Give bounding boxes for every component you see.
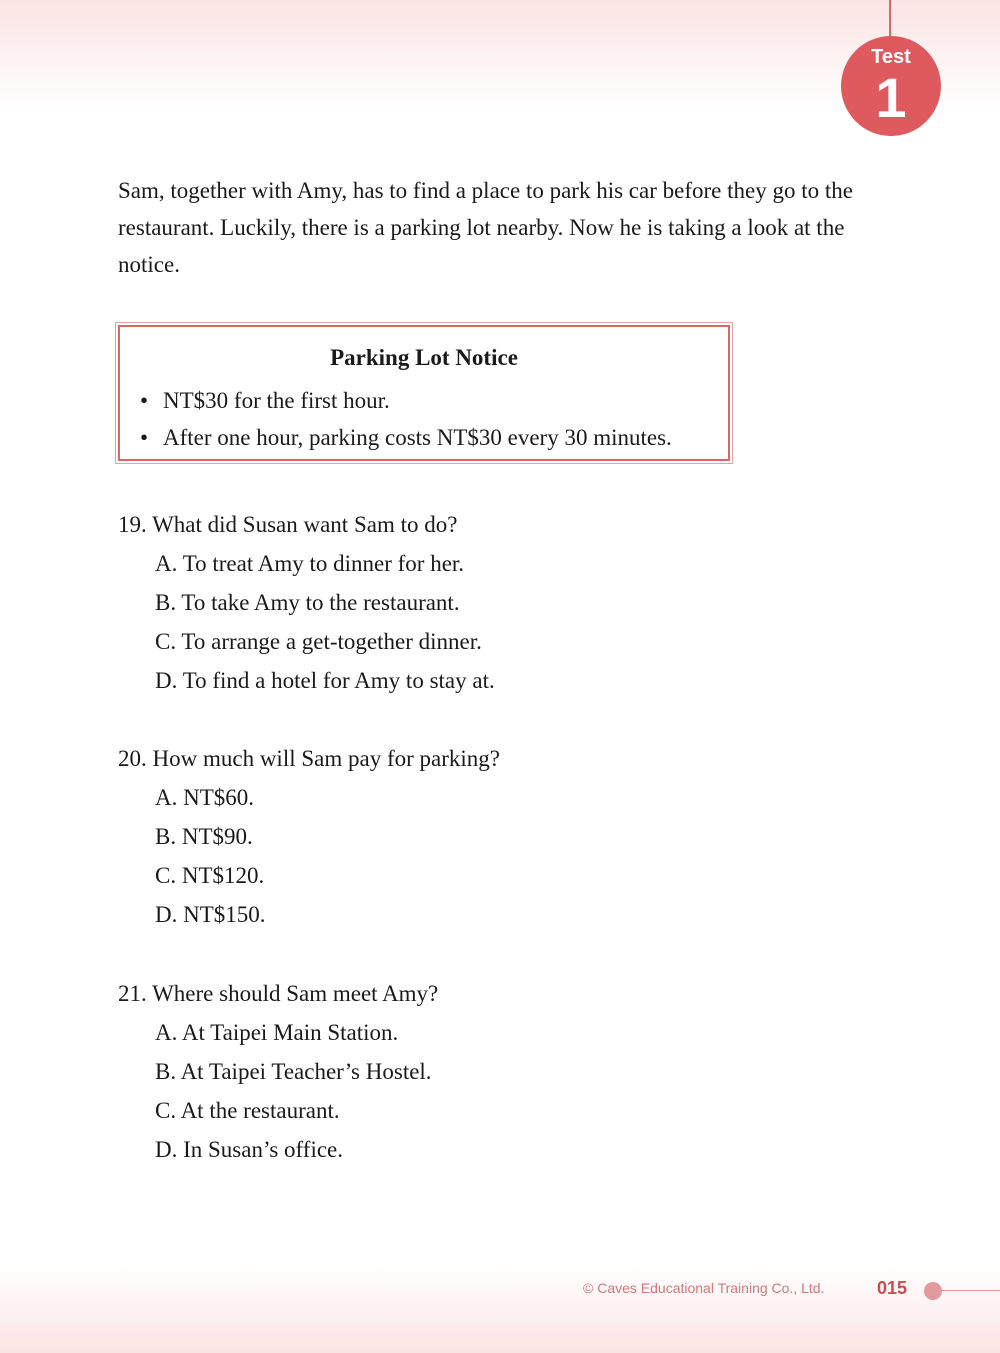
page-number: 015	[877, 1278, 908, 1298]
option-b: B. To take Amy to the restaurant.	[155, 590, 460, 615]
option-d: D. NT$150.	[155, 902, 266, 927]
option-b: B. At Taipei Teacher’s Hostel.	[155, 1059, 432, 1084]
footer-dot-ornament	[924, 1282, 942, 1300]
question-stem: 20. How much will Sam pay for parking?	[118, 746, 500, 771]
intro-paragraph: Sam, together with Amy, has to find a place to park his car before they go to the restaurant. Luckily, there is a parking lot nearby. Now he is taking a look at the notice.	[118, 178, 853, 277]
question-20	[118, 739, 818, 934]
option-d: D. To find a hotel for Amy to stay at.	[155, 668, 495, 693]
footer-band	[0, 1263, 1000, 1353]
notice-item: • After one hour, parking costs NT$30 every 30 minutes.	[138, 419, 672, 456]
option-d: D. In Susan’s office.	[155, 1137, 344, 1162]
notice-title: Parking Lot Notice	[330, 345, 518, 370]
badge-number: 1	[875, 66, 907, 129]
question-21	[118, 974, 818, 1169]
option-a: A. At Taipei Main Station.	[155, 1020, 399, 1045]
footer-copyright: © Caves Educational Training Co., Ltd.	[583, 1280, 825, 1296]
option-c: C. NT$120.	[155, 863, 265, 888]
parking-notice-box	[118, 325, 730, 461]
notice-item: • NT$30 for the first hour.	[138, 382, 672, 419]
question-options	[118, 544, 818, 700]
question-options	[118, 1013, 818, 1169]
option-c: C. At the restaurant.	[155, 1098, 340, 1123]
option-b: B. NT$90.	[155, 824, 253, 849]
option-a: A. NT$60.	[155, 785, 255, 810]
question-stem: 19. What did Susan want Sam to do?	[118, 512, 458, 537]
question-options	[118, 778, 818, 934]
option-c: C. To arrange a get-together dinner.	[155, 629, 482, 654]
footer-line-ornament	[942, 1290, 1000, 1291]
question-19	[118, 505, 818, 700]
question-stem: 21. Where should Sam meet Amy?	[118, 981, 439, 1006]
option-a: A. To treat Amy to dinner for her.	[155, 551, 465, 576]
badge-label: Test	[871, 46, 911, 68]
notice-list	[138, 382, 672, 456]
test-badge	[841, 36, 941, 136]
